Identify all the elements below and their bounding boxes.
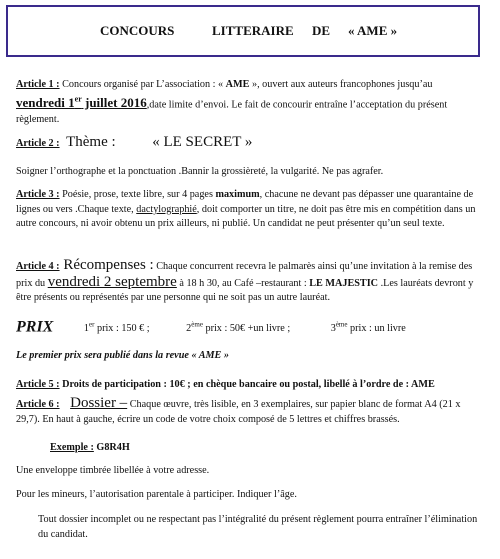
article-2	[16, 135, 480, 152]
article-1-text-a: Concours organisé par L’association : «	[59, 79, 226, 90]
article-4-text-a: Chaque concurrent recevra le palmarès ainsi qu’une invitation à la remise des prix du	[16, 261, 473, 289]
prix-2	[186, 323, 290, 334]
article-3-dactylographie: dactylographié	[136, 203, 197, 215]
article-6-text: Chaque œuvre, très lisible, en 3 exemplaires, sur papier blanc de format A4 (21 x 29,7). En haut à gauche, écrire un code de votre choix composé de 5 lettres et chiffres brassés.	[16, 399, 461, 425]
article-1-date-sup: er	[74, 94, 82, 104]
theme-value: « LE SECRET »	[152, 134, 253, 150]
article-4-majestic: LE MAJESTIC	[309, 277, 379, 289]
article-5-label: Article 5 :	[16, 379, 60, 390]
exemple-code: G8R4H	[93, 442, 130, 453]
article-5	[16, 378, 480, 393]
article-3-maximum: maximum	[215, 189, 260, 200]
article-1-date	[16, 95, 147, 110]
article-4-label: Article 4 :	[16, 261, 60, 272]
article-3-text-a: Poésie, prose, texte libre, sur 4 pages	[59, 189, 216, 200]
article-4-text-c: .Les lauréats devront y être présents ou représentés par une personne qui ne soit pas un autre lauréat.	[16, 277, 474, 304]
prix-3-num: 3	[330, 323, 336, 335]
prix-line	[16, 318, 480, 337]
final-line: Tout dossier incomplet ou ne respectant pas l’intégralité du présent règlement pourra entraîner l’élimination du candidat.	[38, 514, 478, 540]
article-4-text-b: à 18 h 30, au Café –restaurant :	[176, 277, 310, 289]
exemple-line	[50, 441, 450, 456]
article-1-date-a: vendredi 1	[16, 94, 75, 110]
title-word-litteraire: LITTERAIRE	[212, 23, 294, 38]
article-3-text-b: , chacune ne devant pas dépasser une quarantaine de lignes ou vers .Chaque texte,	[16, 189, 474, 215]
article-3-label: Article 3 :	[16, 189, 60, 200]
article-5-text: Droits de participation : 10€ ; en chèque bancaire ou postal, libellé à l’ordre de : AME	[59, 379, 435, 390]
article-1-label: Article 1 :	[16, 79, 60, 90]
article-6-label: Article 6 :	[16, 399, 60, 410]
prix-1-num: 1	[83, 323, 89, 335]
premier-prix-line: Le premier prix sera publié dans la revue « AME »	[16, 350, 229, 361]
article-2-label: Article 2 :	[16, 138, 60, 149]
prix-3-text: prix : un livre	[347, 323, 406, 335]
theme-label: Thème :	[66, 134, 116, 150]
prix-2-num: 2	[186, 323, 192, 335]
title-word-de: DE	[312, 23, 331, 38]
prix-1-sup: er	[88, 321, 95, 329]
article-4-recompenses: Récompenses :	[59, 257, 154, 273]
exemple-label: Exemple :	[50, 442, 94, 453]
article-6	[16, 396, 480, 427]
title-box	[6, 5, 480, 57]
prix-3-sup: ème	[335, 321, 348, 329]
prix-1	[84, 323, 150, 334]
rules-line: Soigner l’orthographe et la ponctuation .Bannir la grossièreté, la vulgarité. Ne pas agrafer.	[16, 166, 384, 177]
article-1-ame: AME	[225, 79, 250, 90]
article-4-date: vendredi 2 septembre	[47, 273, 177, 290]
article-3	[16, 188, 480, 232]
enveloppe-line: Une enveloppe timbrée libellée à votre adresse.	[16, 465, 210, 476]
prix-2-text: prix : 50€ +un livre ;	[202, 323, 291, 335]
prix-1-text: prix : 150 € ;	[94, 323, 150, 335]
prix-2-sup: ème	[191, 321, 203, 329]
prix-heading: PRIX	[16, 318, 54, 336]
article-3-text-c: , doit comporter un titre, ne doit pas être mis en compétition dans un autre concours, ni avoir obtenu un prix ailleurs, ni publié. Un candidat ne peut présenter qu’un seul texte.	[16, 203, 476, 230]
article-1-text-c: ,date limite d’envoi. Le fait de concourir entraîne l’acceptation du présent règlement.	[16, 98, 448, 125]
article-6-dossier: Dossier –	[70, 395, 128, 411]
prix-3	[331, 323, 406, 334]
title-word-ame: « AME »	[348, 23, 398, 38]
article-1	[16, 78, 480, 127]
article-1-text-b: », ouvert aux auteurs francophones jusqu’au	[249, 79, 433, 90]
mineurs-line: Pour les mineurs, l’autorisation parentale à participer. Indiquer l’âge.	[16, 489, 297, 500]
article-1-date-b: juillet 2016	[81, 94, 147, 110]
article-4	[16, 258, 480, 306]
title-word-concours: CONCOURS	[100, 23, 175, 38]
